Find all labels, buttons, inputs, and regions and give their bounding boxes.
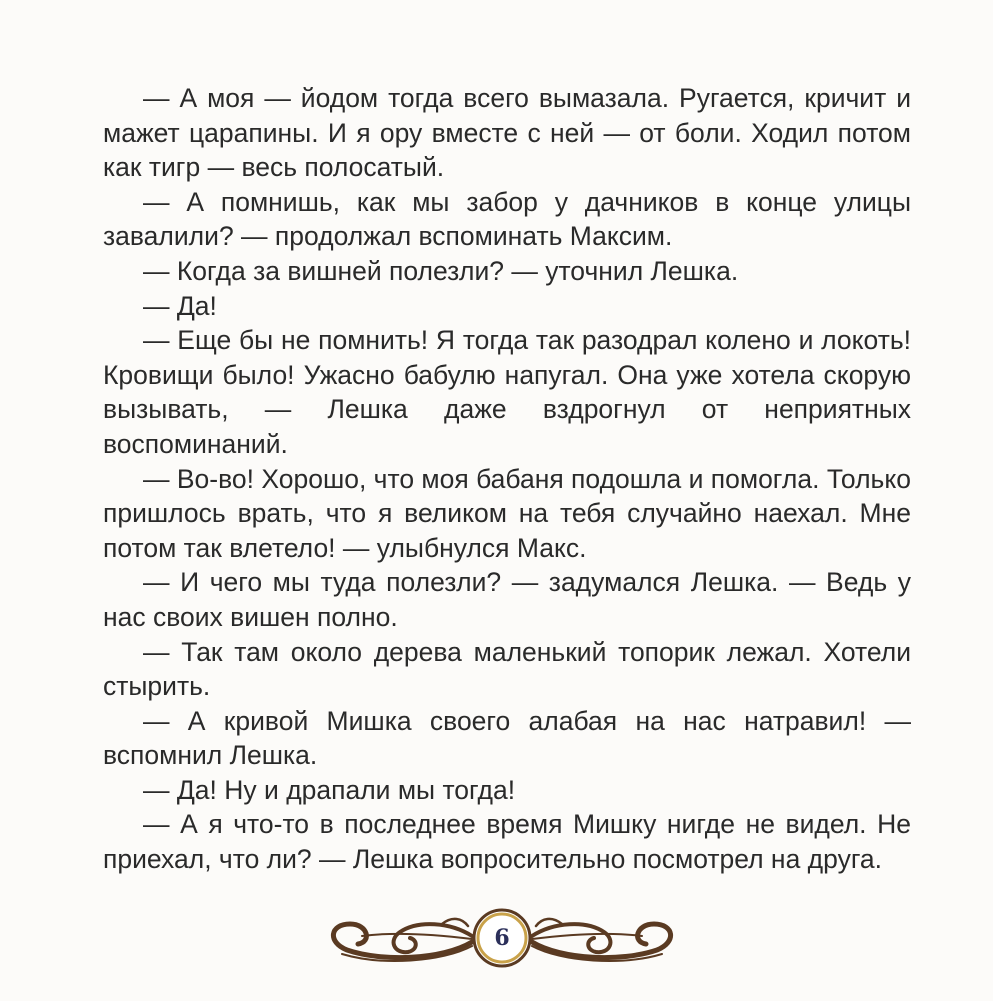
paragraph: — Еще бы не помнить! Я тогда так разодрал колено и локоть! Кровищи было! Ужасно бабулю напугал. Она уже хотела скорую вызывать, — Лешка даже вздрогнул от неприятных воспоминаний.: [103, 325, 911, 459]
paragraph: — И чего мы туда полезли? — задумался Лешка. — Ведь у нас своих вишен полно.: [103, 567, 911, 632]
paragraph: — А моя — йодом тогда всего вымазала. Ругается, кричит и мажет царапины. И я ору вместе с ней — от боли. Ходил потом как тигр — весь полосатый.: [103, 83, 911, 183]
page-text: [103, 81, 911, 877]
paragraph: — А я что-то в последнее время Мишку нигде не видел. Не приехал, что ли? — Лешка вопросительно посмотрел на друга.: [103, 809, 911, 875]
paragraph: — Да! Ну и драпали мы тогда!: [143, 774, 516, 805]
paragraph: — Когда за вишней полезли? — уточнил Лешка.: [143, 255, 739, 286]
page-number: 6: [494, 925, 510, 951]
paragraph: — А кривой Мишка своего алабая на нас натравил! — вспомнил Лешка.: [103, 705, 911, 771]
paragraph: — Во-во! Хорошо, что моя бабаня подошла и помогла. Только пришлось врать, что я великом на тебя случайно наехал. Мне потом так влетело! — улыбнулся Макс.: [103, 463, 911, 563]
paragraph: — Да!: [143, 290, 217, 321]
paragraph: — Так там около дерева маленький топорик лежал. Хотели стырить.: [103, 636, 911, 702]
paragraph: — А помнишь, как мы забор у дачников в конце улицы завалили? — продолжал вспоминать Максим.: [103, 186, 911, 252]
